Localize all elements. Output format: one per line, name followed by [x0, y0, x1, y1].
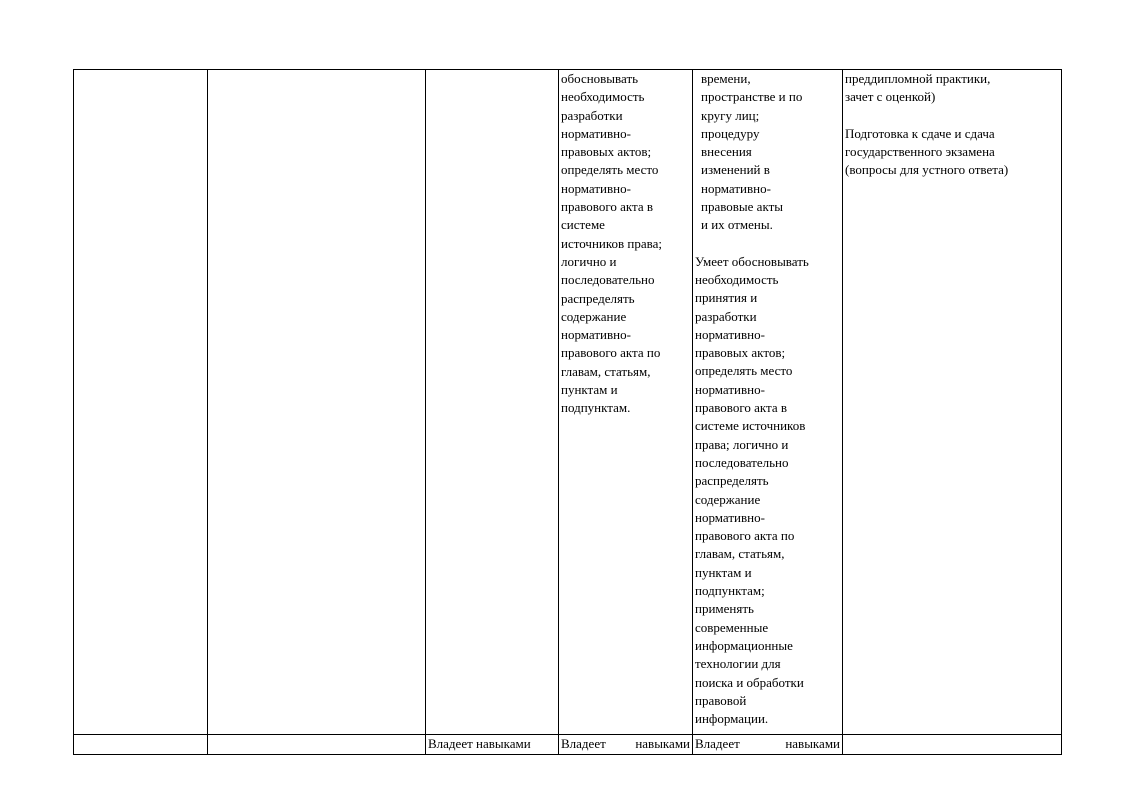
cell-empty-col2	[208, 735, 426, 755]
cell-knowledge-description	[693, 70, 843, 735]
ability-description-text: Умеет обосновывать необходимость принятия и разработки нормативно- правовых актов; определять место нормативно- правового акта в системе источников права; логично и последовательно распределять содержание нормативно- правового акта по главам, статьям, пунктам и подпунктам; применять современные информационные технологии для поиска и обработки правовой информации.	[695, 253, 809, 727]
competency-table	[73, 69, 1062, 755]
cell-empty-col6	[843, 735, 1062, 755]
assessment-practice-text: преддипломной практики, зачет с оценкой)	[845, 71, 991, 105]
cell-owns-skills-col3: Владеет навыками	[426, 735, 559, 755]
cell-owns-skills-col4: Владеет навыками	[559, 735, 693, 755]
cell-empty-col3	[426, 70, 559, 735]
cell-empty-col1	[74, 735, 208, 755]
cell-empty-col2	[208, 70, 426, 735]
knowledge-description-text: времени, пространстве и по кругу лиц; процедуру внесения изменений в нормативно- правовые акты и их отмены.	[701, 71, 803, 233]
table-row	[74, 735, 1062, 755]
cell-skills-description	[559, 70, 693, 735]
table-row	[74, 70, 1062, 735]
paragraph-gap	[845, 107, 1059, 125]
skills-description-text: обосновывать необходимость разработки нормативно- правовых актов; определять место нормативно- правового акта в системе источников права; логично и последовательно распределять содержание нормативно- правового акта по главам, статьям, пунктам и подпунктам.	[561, 71, 662, 416]
cell-owns-skills-col5: Владеет навыками	[693, 735, 843, 755]
assessment-exam-text: Подготовка к сдаче и сдача государственного экзамена (вопросы для устного ответа)	[845, 125, 1009, 178]
paragraph-gap	[695, 235, 840, 253]
cell-assessment	[843, 70, 1062, 735]
cell-empty-col1	[74, 70, 208, 735]
